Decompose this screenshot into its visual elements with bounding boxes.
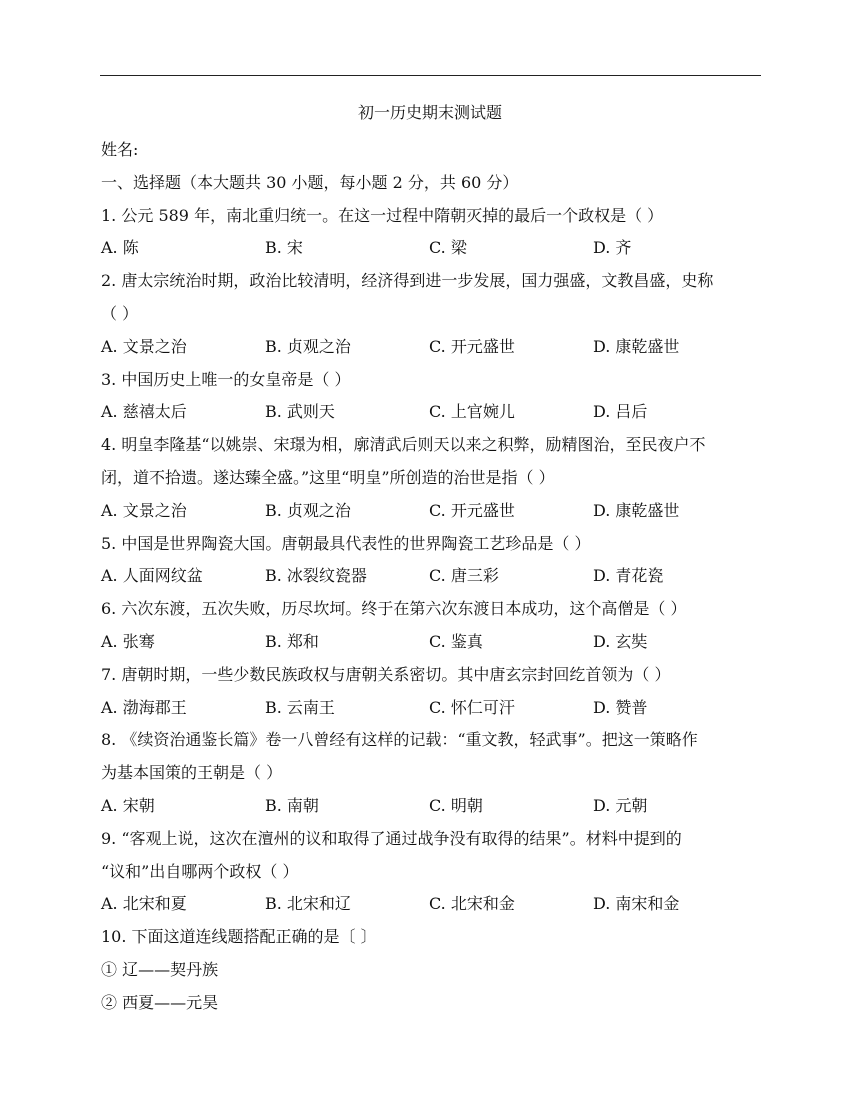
exam-content (101, 134, 761, 1020)
question-4 (101, 429, 761, 527)
question-1 (101, 200, 761, 266)
option-row (101, 888, 761, 921)
question-text: 10. 下面这道连线题搭配正确的是〔 〕 (101, 927, 377, 947)
question-text: 2. 唐太宗统治时期，政治比较清明，经济得到进一步发展，国力强盛，文教昌盛，史称 (101, 271, 714, 291)
option-d: D. 赞普 (593, 697, 648, 717)
option-a: A. 文景之治 (101, 500, 187, 520)
question-text: 7. 唐朝时期，一些少数民族政权与唐朝关系密切。其中唐玄宗封回纥首领为（ ） (101, 664, 671, 684)
question-list (101, 200, 761, 1020)
option-c: C. 上官婉儿 (429, 402, 515, 422)
option-a: A. 北宋和夏 (101, 894, 187, 914)
question-10 (101, 921, 761, 1019)
question-8 (101, 724, 761, 822)
option-a: A. 人面网纹盆 (101, 566, 203, 586)
option-row (101, 396, 761, 429)
option-row (101, 232, 761, 265)
question-5 (101, 528, 761, 594)
option-d: D. 玄奘 (593, 631, 648, 651)
question-3 (101, 364, 761, 430)
option-row (101, 560, 761, 593)
question-2 (101, 265, 761, 363)
option-b: B. 贞观之治 (265, 500, 351, 520)
option-c: C. 鉴真 (429, 631, 483, 651)
option-row (101, 790, 761, 823)
question-text: 为基本国策的王朝是（ ） (101, 763, 283, 783)
option-c: C. 开元盛世 (429, 500, 515, 520)
question-text: 5. 中国是世界陶瓷大国。唐朝最具代表性的世界陶瓷工艺珍品是（ ） (101, 533, 591, 553)
question-text: 9. “客观上说，这次在澶州的议和取得了通过战争没有取得的结果”。材料中提到的 (101, 828, 682, 848)
option-b: B. 郑和 (265, 631, 319, 651)
option-d: D. 南宋和金 (593, 894, 680, 914)
question-text: 闭，道不拾遗。遂达臻全盛。”这里“明皇”所创造的治世是指（ ） (101, 467, 555, 487)
option-a: A. 慈禧太后 (101, 402, 187, 422)
question-text: ② 西夏——元昊 (101, 992, 219, 1012)
question-9 (101, 823, 761, 921)
option-d: D. 康乾盛世 (593, 336, 680, 356)
option-row (101, 692, 761, 725)
option-row (101, 331, 761, 364)
option-d: D. 康乾盛世 (593, 500, 680, 520)
question-6 (101, 593, 761, 659)
question-text: 4. 明皇李隆基“以姚崇、宋璟为相，廓清武后则天以来之积弊，励精图治，至民夜户不 (101, 435, 706, 455)
top-rule (100, 75, 761, 76)
option-b: B. 宋 (265, 238, 303, 258)
option-row (101, 626, 761, 659)
option-d: D. 吕后 (593, 402, 648, 422)
option-c: C. 开元盛世 (429, 336, 515, 356)
option-b: B. 云南王 (265, 697, 335, 717)
option-row (101, 495, 761, 528)
question-7 (101, 659, 761, 725)
page-title: 初一历史期末测试题 (357, 103, 502, 122)
option-c: C. 梁 (429, 238, 467, 258)
option-b: B. 武则天 (265, 402, 335, 422)
option-a: A. 陈 (101, 238, 139, 258)
question-text: 1. 公元 589 年，南北重归统一。在这一过程中隋朝灭掉的最后一个政权是（ ） (101, 205, 664, 225)
option-d: D. 元朝 (593, 795, 648, 815)
option-a: A. 张骞 (101, 631, 155, 651)
question-text: 3. 中国历史上唯一的女皇帝是（ ） (101, 369, 351, 389)
option-b: B. 南朝 (265, 795, 319, 815)
option-a: A. 宋朝 (101, 795, 155, 815)
name-label: 姓名: (101, 140, 139, 159)
option-c: C. 唐三彩 (429, 566, 499, 586)
section-heading: 一、选择题（本大题共 30 小题，每小题 2 分，共 60 分） (101, 172, 519, 192)
question-text: （ ） (101, 303, 139, 323)
option-a: A. 文景之治 (101, 336, 187, 356)
option-b: B. 贞观之治 (265, 336, 351, 356)
option-c: C. 明朝 (429, 795, 483, 815)
option-c: C. 北宋和金 (429, 894, 515, 914)
option-d: D. 青花瓷 (593, 566, 664, 586)
question-text: 8. 《续资治通鉴长篇》卷一八曾经有这样的记载：“重文教，轻武事”。把这一策略作 (101, 730, 698, 750)
question-text: “议和”出自哪两个政权（ ） (101, 861, 299, 881)
option-b: B. 北宋和辽 (265, 894, 351, 914)
option-a: A. 渤海郡王 (101, 697, 187, 717)
option-b: B. 冰裂纹瓷器 (265, 566, 367, 586)
option-c: C. 怀仁可汗 (429, 697, 515, 717)
option-d: D. 齐 (593, 238, 632, 258)
question-text: 6. 六次东渡，五次失败，历尽坎坷。终于在第六次东渡日本成功，这个高僧是（ ） (101, 599, 687, 619)
question-text: ① 辽——契丹族 (101, 959, 219, 979)
